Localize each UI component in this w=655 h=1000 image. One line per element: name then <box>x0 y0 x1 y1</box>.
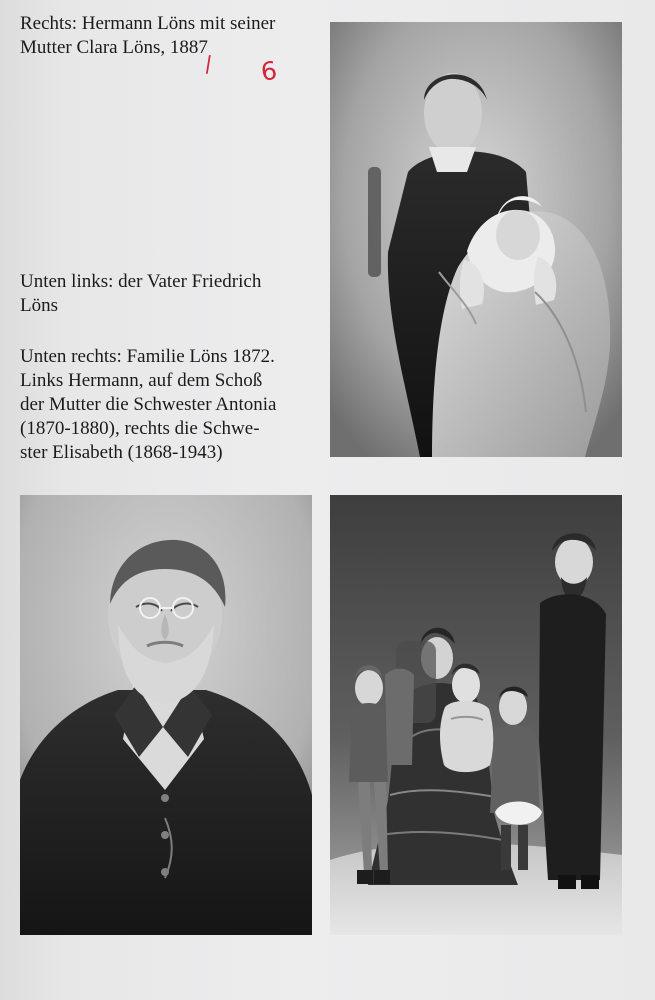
caption-bottom-right: Unten rechts: Familie Löns 1872. Links Hermann, auf dem Schoß der Mutter die Schwester Antonia (1870-1880), rechts die Schwe- ster Elisabeth (1868-1943) <box>20 346 277 463</box>
father-portrait-photo <box>20 495 312 935</box>
caption-bottom-left: Unten links: der Vater Friedrich Löns <box>20 271 262 316</box>
caption-top-right: Rechts: Hermann Löns mit seiner Mutter Clara Löns, 1887 <box>20 13 276 58</box>
family-group-photo <box>330 495 622 935</box>
red-page-number-annotation: 6 <box>259 55 279 87</box>
mother-and-child-photo <box>330 22 622 457</box>
red-annotation-mark: / <box>203 51 214 78</box>
